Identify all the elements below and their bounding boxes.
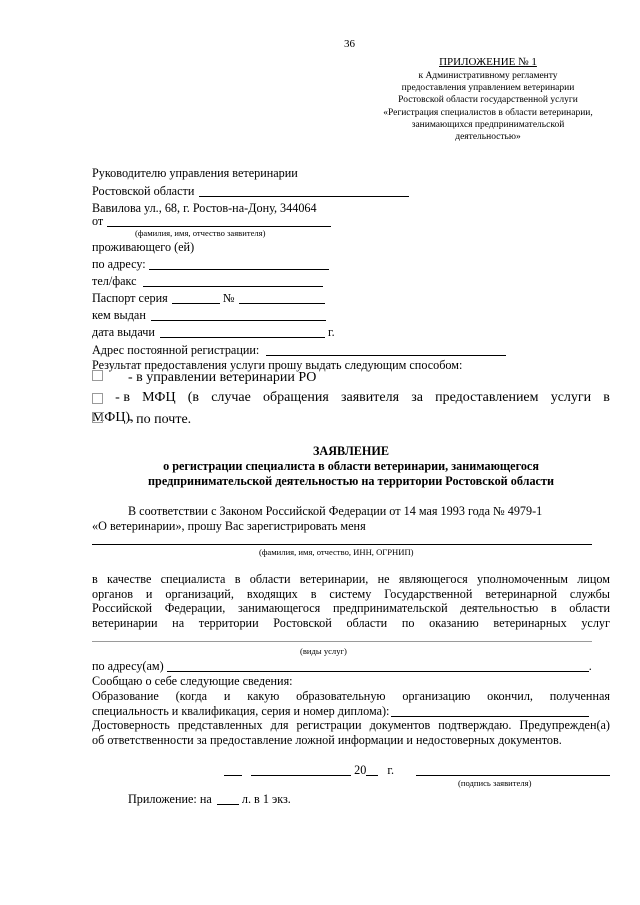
passport-series-field[interactable] <box>172 292 220 304</box>
passport-row: Паспорт серия № <box>92 291 325 305</box>
statement-subtitle-1: о регистрации специалиста в области ветеринарии, занимающегося <box>163 459 539 473</box>
date-row: 20 г. <box>224 763 394 777</box>
option-mfc-lead: - в МФЦ (в случае обращения заявителя за предоставлением услуги в <box>92 388 610 408</box>
education-line-2: специальность и квалификация, серия и номер диплома): <box>92 704 610 719</box>
intro-line-1: В соответствии с Законом Российской Федерации от 14 мая 1993 года № 4979-1 <box>128 504 543 518</box>
page-number: 36 <box>344 38 355 50</box>
appendix-line: Ростовской области государственной услуги <box>398 95 578 106</box>
intro-line-2: «О ветеринарии», прошу Вас зарегистрировать меня <box>92 519 366 533</box>
address-field[interactable] <box>149 258 329 270</box>
appendix-line: деятельностью» <box>455 132 521 143</box>
attachment-pages-field[interactable] <box>217 793 239 805</box>
education-field[interactable] <box>391 705 589 717</box>
addressee-line-1: Руководителю управления ветеринарии <box>92 166 298 180</box>
addressee-line-2: Ростовской области <box>92 184 409 198</box>
date-month-field[interactable] <box>251 764 351 776</box>
issue-date-row: дата выдачи г. <box>92 325 335 339</box>
reliability-paragraph <box>92 718 610 747</box>
appendix-header <box>366 56 610 143</box>
issued-by-row: кем выдан <box>92 308 326 322</box>
appendix-line: предоставления управлением ветеринарии <box>401 83 575 94</box>
applicant-details-caption: (фамилия, имя, отчество, ИНН, ОГРНИП) <box>259 547 414 557</box>
phone-field[interactable] <box>143 275 323 287</box>
statement-title: ЗАЯВЛЕНИЕ <box>313 444 389 458</box>
option-vet-office[interactable]: - в управлении ветеринарии РО <box>92 368 316 388</box>
passport-number-field[interactable] <box>239 292 325 304</box>
date-year-field[interactable] <box>366 764 378 776</box>
applicant-name-caption: (фамилия, имя, отчество заявителя) <box>135 228 266 238</box>
option-mail[interactable]: - по почте. <box>92 410 191 430</box>
body-line: ветеринарии на территории Ростовской области по оказанию ветеринарных услуг <box>92 615 610 630</box>
appendix-heading: ПРИЛОЖЕНИЕ № 1 <box>439 56 537 68</box>
signature-caption: (подпись заявителя) <box>458 778 532 788</box>
body-line: органов и организаций, входящих в систему Государственной ветеринарной службы <box>92 586 610 601</box>
option-mail-checkbox[interactable] <box>92 412 103 423</box>
address-row: по адресу: <box>92 257 329 271</box>
reliability-line: Достоверность представленных для регистрации документов подтверждаю. Предупрежден(а) <box>92 718 610 732</box>
option-mfc-continuation: МФЦ), <box>92 410 134 425</box>
education-line: Образование (когда и какую образовательную организацию окончил, полученная <box>92 689 610 703</box>
statement-subtitle-2: предпринимательской деятельностью на территории Ростовской области <box>148 474 554 488</box>
date-day-field[interactable] <box>224 764 242 776</box>
permanent-address-row: Адрес постоянной регистрации: <box>92 343 506 357</box>
appendix-line: «Регистрация специалистов в области ветеринарии, <box>383 107 593 118</box>
option-mfc-checkbox[interactable] <box>92 393 103 404</box>
from-row: от <box>92 214 331 228</box>
services-caption: (виды услуг) <box>300 646 347 656</box>
appendix-line: к Административному регламенту <box>418 71 558 81</box>
education-paragraph <box>92 689 610 718</box>
permanent-address-field[interactable] <box>266 344 506 356</box>
attachment-row: Приложение: на л. в 1 экз. <box>128 792 291 806</box>
residing-label: проживающего (ей) <box>92 240 195 254</box>
delivery-prompt: Результат предоставления услуги прошу выдать следующим способом: <box>92 358 463 372</box>
phone-row: тел/факс <box>92 274 323 288</box>
option-vet-office-checkbox[interactable] <box>92 370 103 381</box>
body-paragraph <box>92 572 610 630</box>
info-prompt: Сообщаю о себе следующие сведения: <box>92 674 293 688</box>
reliability-line-2: об ответственности за предоставление ложной информации и недостоверных документов. <box>92 732 562 747</box>
applicant-name-field[interactable] <box>107 215 331 227</box>
services-field[interactable] <box>92 630 592 642</box>
service-address-field[interactable] <box>167 660 589 672</box>
issue-date-field[interactable] <box>160 326 325 338</box>
appendix-line: занимающихся предпринимательской <box>411 119 565 130</box>
body-line: Российской Федерации, занимающегося предпринимательской деятельностью в области <box>92 601 610 615</box>
signature-field[interactable] <box>416 764 610 776</box>
body-line: в качестве специалиста в области ветеринарии, не являющегося уполномоченным лицом <box>92 572 610 586</box>
addressee-extra-field[interactable] <box>199 185 409 197</box>
addressee-line-3: Вавилова ул., 68, г. Ростов-на-Дону, 344064 <box>92 201 317 215</box>
at-address-row: по адресу(ам) . <box>92 659 592 673</box>
applicant-details-field[interactable] <box>92 533 592 545</box>
issued-by-field[interactable] <box>151 309 326 321</box>
